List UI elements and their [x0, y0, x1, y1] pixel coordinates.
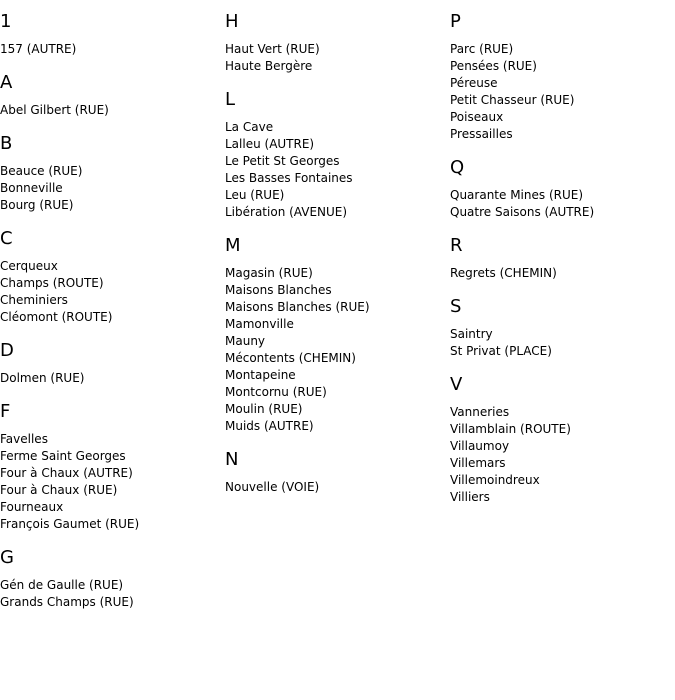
street-index-column-3 — [450, 0, 670, 520]
street-link[interactable]: Mamonville — [225, 317, 294, 331]
street-link[interactable]: Dolmen (RUE) — [0, 371, 85, 385]
street-link[interactable]: Regrets (CHEMIN) — [450, 266, 557, 280]
street-link[interactable]: Beauce (RUE) — [0, 164, 83, 178]
street-link[interactable]: Cerqueux — [0, 259, 58, 273]
letter-heading: R — [450, 235, 463, 256]
letter-group — [0, 340, 220, 387]
street-list — [450, 265, 670, 282]
letter-group — [450, 374, 670, 506]
street-link[interactable]: Grands Champs (RUE) — [0, 595, 134, 609]
street-link[interactable]: Montapeine — [225, 368, 296, 382]
street-link[interactable]: Pensées (RUE) — [450, 59, 537, 73]
street-link[interactable]: Maisons Blanches (RUE) — [225, 300, 370, 314]
letter-heading: C — [0, 228, 13, 249]
street-list — [0, 163, 220, 214]
street-link[interactable]: Vanneries — [450, 405, 510, 419]
street-link[interactable]: Leu (RUE) — [225, 188, 285, 202]
letter-heading: F — [0, 401, 11, 422]
street-list — [0, 41, 220, 58]
street-link[interactable]: Haute Bergère — [225, 59, 313, 73]
street-link[interactable]: Gén de Gaulle (RUE) — [0, 578, 124, 592]
street-link[interactable]: Parc (RUE) — [450, 42, 514, 56]
street-link[interactable]: Le Petit St Georges — [225, 154, 340, 168]
street-link[interactable]: François Gaumet (RUE) — [0, 517, 140, 531]
street-link[interactable]: Villemars — [450, 456, 506, 470]
street-link[interactable]: Nouvelle (VOIE) — [225, 480, 320, 494]
street-list — [0, 431, 220, 533]
street-link[interactable]: Petit Chasseur (RUE) — [450, 93, 575, 107]
street-link[interactable]: 157 (AUTRE) — [0, 42, 77, 56]
letter-group — [0, 228, 220, 326]
street-link[interactable]: Lalleu (AUTRE) — [225, 137, 315, 151]
street-link[interactable]: Poiseaux — [450, 110, 504, 124]
letter-group — [225, 11, 445, 75]
street-link[interactable]: Maisons Blanches — [225, 283, 332, 297]
letter-group — [450, 157, 670, 221]
street-link[interactable]: Quatre Saisons (AUTRE) — [450, 205, 595, 219]
letter-group — [225, 89, 445, 221]
street-link[interactable]: Villaumoy — [450, 439, 510, 453]
street-link[interactable]: Ferme Saint Georges — [0, 449, 126, 463]
letter-group — [225, 449, 445, 496]
street-link[interactable]: Haut Vert (RUE) — [225, 42, 320, 56]
street-link[interactable]: Mécontents (CHEMIN) — [225, 351, 356, 365]
letter-group — [0, 547, 220, 611]
street-link[interactable]: Pressailles — [450, 127, 513, 141]
street-link[interactable]: Villiers — [450, 490, 490, 504]
letter-heading: S — [450, 296, 462, 317]
letter-heading: P — [450, 11, 461, 32]
street-link[interactable]: Cheminiers — [0, 293, 68, 307]
letter-group — [0, 72, 220, 119]
letter-heading: A — [0, 72, 13, 93]
street-index-column-1 — [0, 0, 220, 625]
letter-heading: H — [225, 11, 239, 32]
street-link[interactable]: St Privat (PLACE) — [450, 344, 552, 358]
street-list — [225, 265, 445, 435]
letter-heading: N — [225, 449, 239, 470]
street-link[interactable]: Quarante Mines (RUE) — [450, 188, 584, 202]
street-link[interactable]: Moulin (RUE) — [225, 402, 303, 416]
letter-heading: V — [450, 374, 463, 395]
street-list — [0, 577, 220, 611]
street-link[interactable]: Villemoindreux — [450, 473, 540, 487]
street-link[interactable]: La Cave — [225, 120, 274, 134]
letter-group — [450, 235, 670, 282]
letter-heading: 1 — [0, 11, 12, 32]
letter-group — [0, 11, 220, 58]
letter-group — [0, 401, 220, 533]
street-link[interactable]: Mauny — [225, 334, 266, 348]
letter-heading: D — [0, 340, 14, 361]
letter-group — [450, 11, 670, 143]
street-list — [225, 119, 445, 221]
letter-group — [0, 133, 220, 214]
street-link[interactable]: Muids (AUTRE) — [225, 419, 314, 433]
street-link[interactable]: Fourneaux — [0, 500, 64, 514]
street-link[interactable]: Cléomont (ROUTE) — [0, 310, 113, 324]
street-link[interactable]: Péreuse — [450, 76, 498, 90]
letter-heading: B — [0, 133, 13, 154]
letter-heading: G — [0, 547, 14, 568]
street-index-column-2 — [225, 0, 445, 510]
street-link[interactable]: Saintry — [450, 327, 493, 341]
street-link[interactable]: Abel Gilbert (RUE) — [0, 103, 109, 117]
letter-group — [450, 296, 670, 360]
street-link[interactable]: Favelles — [0, 432, 48, 446]
street-link[interactable]: Les Basses Fontaines — [225, 171, 353, 185]
street-link[interactable]: Four à Chaux (AUTRE) — [0, 466, 133, 480]
letter-heading: Q — [450, 157, 465, 178]
street-list — [450, 187, 670, 221]
street-link[interactable]: Champs (ROUTE) — [0, 276, 104, 290]
street-link[interactable]: Four à Chaux (RUE) — [0, 483, 118, 497]
street-link[interactable]: Magasin (RUE) — [225, 266, 313, 280]
street-link[interactable]: Bonneville — [0, 181, 63, 195]
street-link[interactable]: Montcornu (RUE) — [225, 385, 327, 399]
street-list — [225, 479, 445, 496]
street-list — [0, 258, 220, 326]
letter-heading: M — [225, 235, 241, 256]
street-list — [225, 41, 445, 75]
street-list — [0, 102, 220, 119]
street-list — [450, 41, 670, 143]
letter-heading: L — [225, 89, 236, 110]
street-link[interactable]: Bourg (RUE) — [0, 198, 74, 212]
street-link[interactable]: Villamblain (ROUTE) — [450, 422, 571, 436]
street-list — [450, 326, 670, 360]
street-list — [0, 370, 220, 387]
letter-group — [225, 235, 445, 435]
street-list — [450, 404, 670, 506]
street-link[interactable]: Libération (AVENUE) — [225, 205, 348, 219]
